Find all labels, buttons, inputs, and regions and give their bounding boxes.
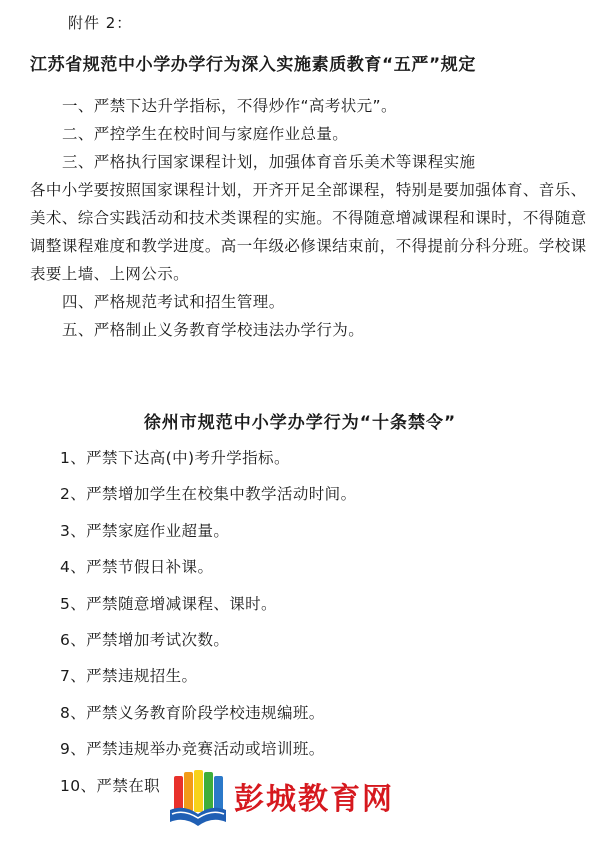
list-item: 7、严禁违规招生。 xyxy=(60,667,198,686)
list-item: 1、严禁下达高(中)考升学指标。 xyxy=(60,449,290,467)
list-item: 6、严禁增加考试次数。 xyxy=(60,630,230,649)
rule-5: 五、严格制止义务教育学校违法办学行为。 xyxy=(62,321,365,339)
watermark-logo xyxy=(168,768,433,832)
watermark-text: 彭城教育网 xyxy=(234,782,394,817)
section1-title: 江苏省规范中小学办学行为深入实施素质教育“五严”规定 xyxy=(30,55,476,75)
rule-3: 三、严格执行国家课程计划，加强体育音乐美术等课程实施 xyxy=(62,153,476,171)
rule-4: 四、严格规范考试和招生管理。 xyxy=(62,293,285,311)
list-item: 4、严禁节假日补课。 xyxy=(60,558,214,577)
list-item: 3、严禁家庭作业超量。 xyxy=(60,521,230,540)
list-item: 2、严禁增加学生在校集中教学活动时间。 xyxy=(60,485,357,504)
prohibition-list xyxy=(60,446,580,810)
attachment-label: 附件 2： xyxy=(68,14,133,32)
rule-2: 二、严控学生在校时间与家庭作业总量。 xyxy=(62,125,349,143)
open-book-icon xyxy=(168,768,228,830)
section1-body xyxy=(30,92,590,344)
rule-1: 一、严禁下达升学指标，不得炒作“高考状元”。 xyxy=(62,97,397,115)
list-item: 9、严禁违规举办竞赛活动或培训班。 xyxy=(60,740,325,759)
list-item: 10、严禁在职 xyxy=(60,776,161,795)
rule-3-detail: 各中小学要按照国家课程计划，开齐开足全部课程，特别是要加强体育、音乐、美术、综合实践活动和技术类课程的实施。不得随意增减课程和课时，不得随意调整课程难度和教学进度。高一年级必修课结束前，不得提前分科分班。学校课表要上墙、上网公示。 xyxy=(30,181,587,283)
list-item: 5、严禁随意增减课程、课时。 xyxy=(60,594,277,613)
list-item: 8、严禁义务教育阶段学校违规编班。 xyxy=(60,703,325,722)
section2-title: 徐州市规范中小学办学行为“十条禁令” xyxy=(143,413,457,433)
